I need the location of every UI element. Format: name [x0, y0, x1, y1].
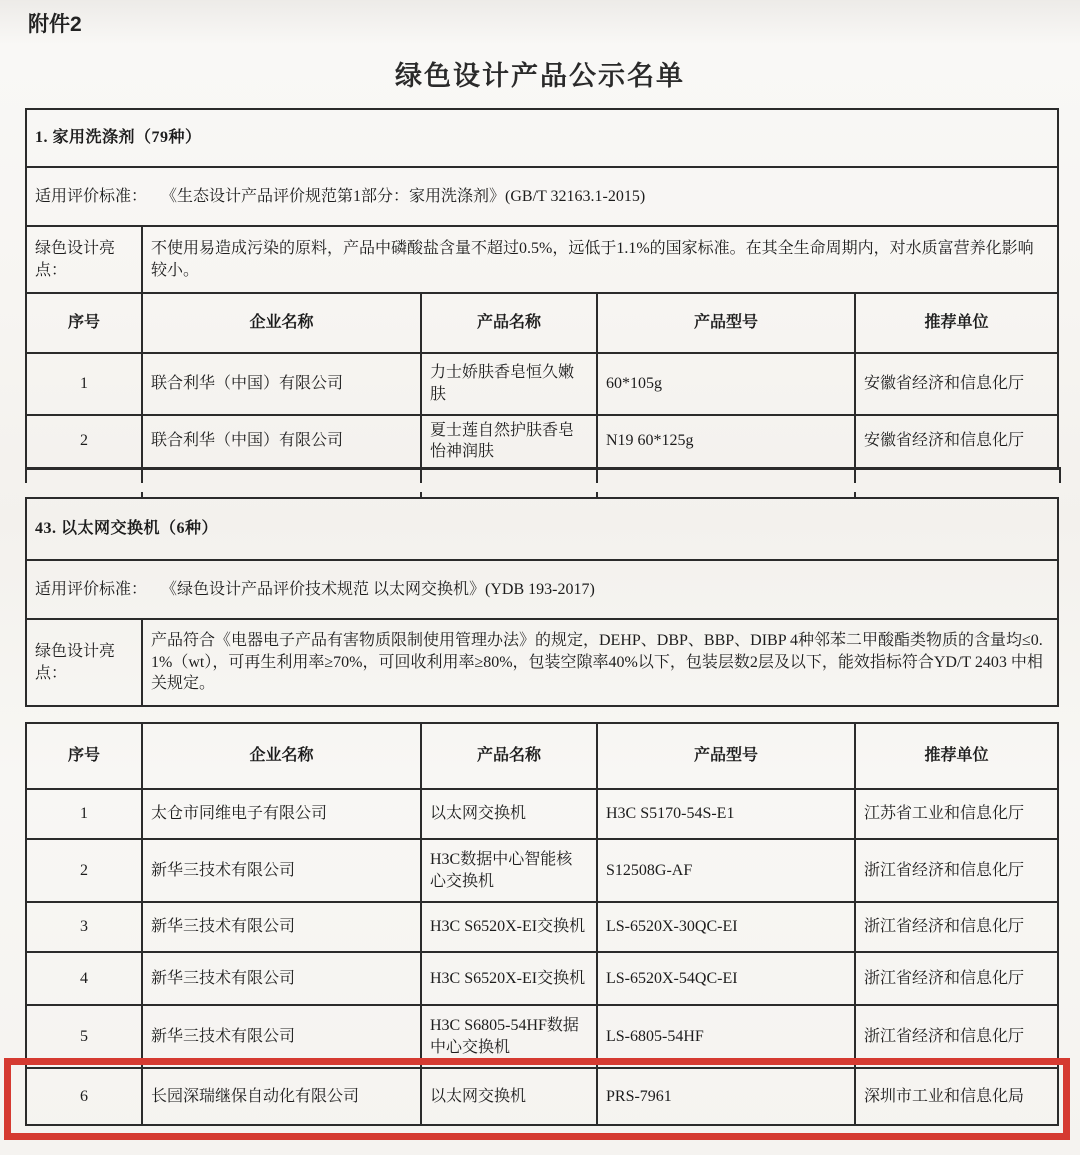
table-row [26, 789, 1058, 839]
cell-model: N19 60*125g [597, 415, 855, 468]
cell-recommender: 江苏省工业和信息化厅 [855, 789, 1058, 839]
cell-product: H3C S6805-54HF数据中心交换机 [421, 1005, 597, 1068]
cell-recommender: 深圳市工业和信息化局 [855, 1068, 1058, 1125]
cell-recommender: 浙江省经济和信息化厅 [855, 839, 1058, 902]
page-title: 绿色设计产品公示名单 [395, 61, 685, 91]
cell-company: 新华三技术有限公司 [142, 902, 421, 952]
column-header-product: 产品名称 [421, 293, 597, 353]
cell-company: 太仓市同维电子有限公司 [142, 789, 421, 839]
cell-no: 1 [26, 353, 142, 415]
cell-model: S12508G-AF [597, 839, 855, 902]
cell-model: LS-6805-54HF [597, 1005, 855, 1068]
cell-recommender: 安徽省经济和信息化厅 [855, 415, 1058, 468]
section1-banner-row [26, 109, 1058, 167]
cell-company: 新华三技术有限公司 [142, 1005, 421, 1068]
cell-model: PRS-7961 [597, 1068, 855, 1125]
table-row [26, 902, 1058, 952]
cell-recommender: 浙江省经济和信息化厅 [855, 1005, 1058, 1068]
cell-no: 3 [26, 902, 142, 952]
highlight-label: 绿色设计亮点： [26, 226, 142, 293]
cell-company: 长园深瑞继保自动化有限公司 [142, 1068, 421, 1125]
column-header-recommender: 推荐单位 [855, 293, 1058, 353]
section43-banner-row [26, 498, 1058, 560]
column-header-product: 产品名称 [421, 723, 597, 789]
section43-standard-row [26, 560, 1058, 619]
cropped-row-stub [25, 467, 1061, 483]
section1-banner: 1. 家用洗涤剂（79种） [26, 109, 1058, 167]
cell-recommender: 浙江省经济和信息化厅 [855, 952, 1058, 1005]
attachment-label: 附件2 [28, 13, 82, 36]
column-header-model: 产品型号 [597, 723, 855, 789]
cell-product: H3C S6520X-EI交换机 [421, 902, 597, 952]
section43-highlight-row [26, 619, 1058, 706]
cell-no: 1 [26, 789, 142, 839]
table-row [26, 353, 1058, 415]
highlight-label: 绿色设计亮点： [26, 619, 142, 706]
cell-no: 2 [26, 415, 142, 468]
cell-product: 以太网交换机 [421, 789, 597, 839]
column-header-company: 企业名称 [142, 293, 421, 353]
cell-recommender: 安徽省经济和信息化厅 [855, 353, 1058, 415]
cell-product: 以太网交换机 [421, 1068, 597, 1125]
table-row [26, 839, 1058, 902]
section1-table [25, 108, 1059, 470]
section1-header-row [26, 293, 1058, 353]
section43-standard-cell [26, 560, 1058, 619]
section1-standard-row [26, 167, 1058, 226]
cell-product: H3C S6520X-EI交换机 [421, 952, 597, 1005]
section43-banner: 43. 以太网交换机（6种） [26, 498, 1058, 560]
cell-model: LS-6520X-30QC-EI [597, 902, 855, 952]
cell-recommender: 浙江省经济和信息化厅 [855, 902, 1058, 952]
cell-company: 联合利华（中国）有限公司 [142, 415, 421, 468]
cell-no: 6 [26, 1068, 142, 1125]
table-row [26, 952, 1058, 1005]
cell-model: 60*105g [597, 353, 855, 415]
cell-company: 新华三技术有限公司 [142, 839, 421, 902]
section1-standard-cell [26, 167, 1058, 226]
column-header-recommender: 推荐单位 [855, 723, 1058, 789]
section43-header-row [26, 723, 1058, 789]
standard-value: 《生态设计产品评价规范第1部分：家用洗涤剂》(GB/T 32163.1-2015) [169, 187, 646, 205]
cell-product: H3C数据中心智能核心交换机 [421, 839, 597, 902]
standard-label: 适用评价标准： [35, 580, 148, 598]
cell-product: 夏士莲自然护肤香皂怡神润肤 [421, 415, 597, 468]
section43-info-table [25, 497, 1059, 707]
column-header-no: 序号 [26, 293, 142, 353]
cell-product: 力士娇肤香皂恒久嫩肤 [421, 353, 597, 415]
standard-value: 《绿色设计产品评价技术规范 以太网交换机》(YDB 193-2017) [169, 580, 595, 598]
table-row [26, 415, 1058, 468]
standard-label: 适用评价标准： [35, 187, 148, 205]
column-header-model: 产品型号 [597, 293, 855, 353]
cell-company: 联合利华（中国）有限公司 [142, 353, 421, 415]
cell-model: LS-6520X-54QC-EI [597, 952, 855, 1005]
section1-highlight-row [26, 226, 1058, 293]
cell-company: 新华三技术有限公司 [142, 952, 421, 1005]
cell-no: 4 [26, 952, 142, 1005]
cell-model: H3C S5170-54S-E1 [597, 789, 855, 839]
column-header-company: 企业名称 [142, 723, 421, 789]
cell-no: 5 [26, 1005, 142, 1068]
red-highlight-box [4, 1058, 1070, 1140]
highlight-value: 产品符合《电器电子产品有害物质限制使用管理办法》的规定，DEHP、DBP、BBP、DIBP 4种邻苯二甲酸酯类物质的含量均≤0.1%（wt），可再生利用率≥70%，可回收利用率≥80%，包装空隙率40%以下，包装层数2层及以下，能效指标符合YD/T 2403 中相关规定。 [142, 619, 1058, 706]
cell-no: 2 [26, 839, 142, 902]
column-header-no: 序号 [26, 723, 142, 789]
highlight-value: 不使用易造成污染的原料，产品中磷酸盐含量不超过0.5%，远低于1.1%的国家标准。在其全生命周期内，对水质富营养化影响较小。 [142, 226, 1058, 293]
